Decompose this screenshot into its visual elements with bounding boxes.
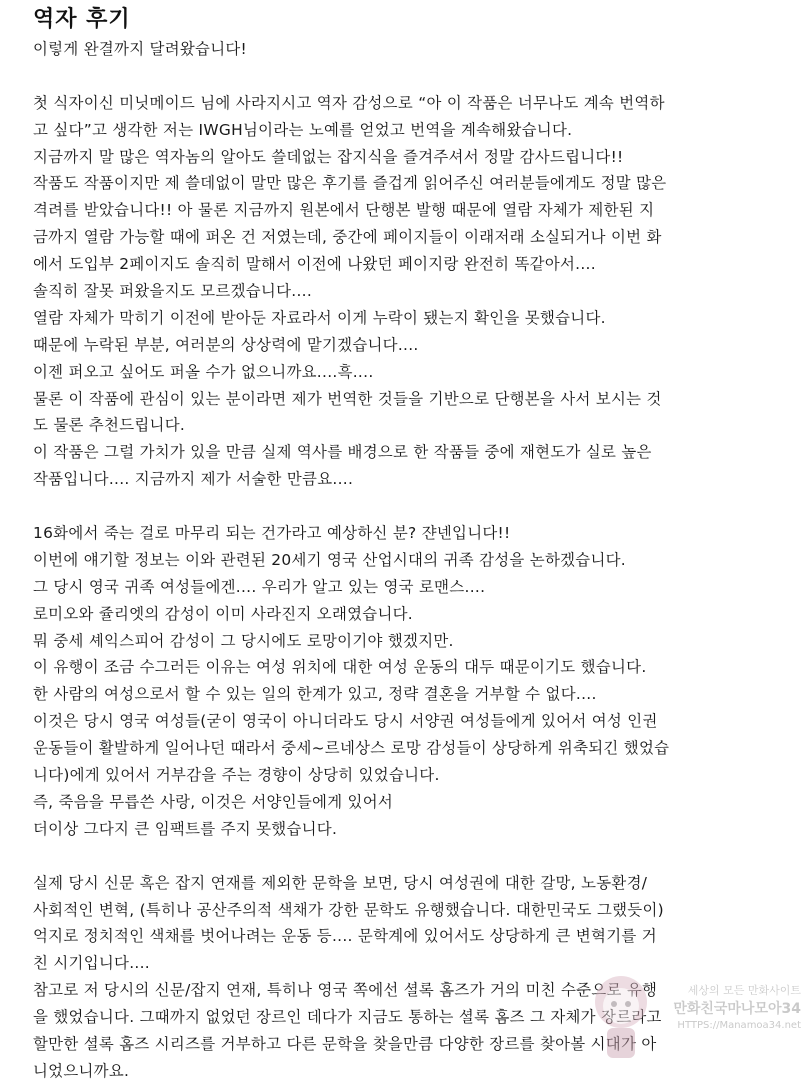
watermark-site-name: 만화친국마나모아34 [673, 1001, 801, 1017]
body-text [33, 36, 785, 1085]
text-line: 억지로 정치적인 색채를 벗어나려는 운동 등.... 문학계에 있어서도 상당하게 큰 변혁기를 거 [33, 927, 657, 946]
text-line: 을 했었습니다. 그때까지 없었던 장르인 데다가 지금도 통하는 셜록 홈즈 그 자체가 장르라고 [33, 1008, 662, 1027]
text-line: 니다)에게 있어서 거부감을 주는 경향이 상당히 있었습니다. [33, 766, 440, 785]
text-line: 솔직히 잘못 퍼왔을지도 모르겠습니다.... [33, 282, 313, 301]
text-line: 격려를 받았습니다!! 아 물론 지금까지 원본에서 단행본 발행 때문에 열람 자체가 제한된 지 [33, 201, 655, 220]
text-line: 작품입니다.... 지금까지 제가 서술한 만큼요.... [33, 470, 354, 489]
text-line: 로미오와 쥴리엣의 감성이 이미 사라진지 오래였습니다. [33, 604, 414, 623]
text-line: 이 작품은 그럴 가치가 있을 만큼 실제 역사를 배경으로 한 작품들 중에 재현도가 실로 높은 [33, 443, 652, 462]
text-line: 뭐 중세 셰익스피어 감성이 그 당시에도 로망이기야 했겠지만. [33, 631, 454, 650]
mascot-watermark-icon [581, 962, 661, 1062]
text-line: 도 물론 추천드립니다. [33, 416, 186, 435]
text-line: 참고로 저 당시의 신문/잡지 연재, 특히나 영국 쪽에선 셜록 홈즈가 거의 미친 수준으로 유행 [33, 981, 658, 1000]
text-line: 에서 도입부 2페이지도 솔직히 말해서 이전에 나왔던 페이지랑 완전히 똑같아서.... [33, 255, 596, 274]
text-line: 금까지 열람 가능할 때에 퍼온 건 저였는데, 중간에 페이지들이 이래저래 소실되거나 이번 화 [33, 228, 662, 247]
text-line: 이것은 당시 영국 여성들(굳이 영국이 아니더라도 당시 서양권 여성들에게 있어서 여성 인권 [33, 712, 658, 731]
text-line: 친 시기입니다.... [33, 954, 150, 973]
text-line: 첫 식자이신 미닛메이드 님에 사라지시고 역자 감성으로 “아 이 작품은 너무나도 계속 번역하 [33, 93, 665, 112]
text-line: 이 유행이 조금 수그러든 이유는 여성 위치에 대한 여성 운동의 대두 때문이기도 했습니다. [33, 658, 647, 677]
text-line: 지금까지 말 많은 역자놈의 알아도 쓸데없는 잡지식을 즐겨주셔서 정말 감사드립니다!! [33, 147, 624, 166]
text-line: 이젠 퍼오고 싶어도 퍼올 수가 없으니까요....흑.... [33, 362, 374, 381]
text-line: 때문에 누락된 부분, 여러분의 상상력에 맡기겠습니다.... [33, 335, 419, 354]
site-watermark [571, 962, 801, 1072]
text-line: 이렇게 완결까지 달려왔습니다! [33, 40, 248, 58]
watermark-tagline: 세상의 모든 만화사이트 [687, 984, 801, 997]
text-line: 한 사람의 여성으로서 할 수 있는 일의 한계가 있고, 정략 결혼을 거부할 수 없다.... [33, 685, 597, 704]
text-line: 이번에 얘기할 정보는 이와 관련된 20세기 영국 산업시대의 귀족 감성을 논하겠습니다. [33, 550, 626, 569]
text-line: 물론 이 작품에 관심이 있는 분이라면 제가 번역한 것들을 기반으로 단행본을 사서 보시는 것 [33, 389, 662, 408]
text-line: 운동들이 활발하게 일어나던 때라서 중세~르네상스 로망 감성들이 상당하게 위축되긴 했었습 [33, 739, 670, 758]
watermark-url: HTTPS://Manamoa34.net [677, 1020, 801, 1031]
paragraph-gap [33, 63, 785, 90]
text-line: 그 당시 영국 귀족 여성들에겐.... 우리가 알고 있는 영국 로맨스.... [33, 577, 486, 596]
text-line: 사회적인 변혁, (특히나 공산주의적 색채가 강한 문학도 유행했습니다. 대한민국도 그랬듯이) [33, 900, 664, 919]
paragraph-gap [33, 493, 785, 520]
paragraph-gap [33, 843, 785, 870]
text-line: 즉, 죽음을 무릅쓴 사랑, 이것은 서양인들에게 있어서 [33, 792, 394, 811]
text-line: 고 싶다”고 생각한 저는 IWGH님이라는 노예를 얻었고 번역을 계속해왔습니다. [33, 120, 573, 139]
page-title: 역자 후기 [33, 7, 131, 32]
text-line: 열람 자체가 막히기 이전에 받아둔 자료라서 이게 누락이 됐는지 확인을 못했습니다. [33, 308, 606, 327]
text-line: 작품도 작품이지만 제 쓸데없이 말만 많은 후기를 즐겁게 읽어주신 여러분들에게도 정말 많은 [33, 174, 667, 193]
text-line: 더이상 그다지 큰 임팩트를 주지 못했습니다. [33, 819, 338, 838]
text-line: 실제 당시 신문 혹은 잡지 연재를 제외한 문학을 보면, 당시 여성권에 대한 갈망, 노동환경/ [33, 873, 648, 892]
text-line: 16화에서 죽는 걸로 마무리 되는 건가라고 예상하신 분? 쟌넨입니다!! [33, 524, 511, 543]
text-line: 니었으니까요. [33, 1061, 130, 1080]
text-line: 할만한 셜록 홈즈 시리즈를 거부하고 다른 문학을 찾을만큼 다양한 장르를 찾아볼 시대가 아 [33, 1034, 657, 1053]
